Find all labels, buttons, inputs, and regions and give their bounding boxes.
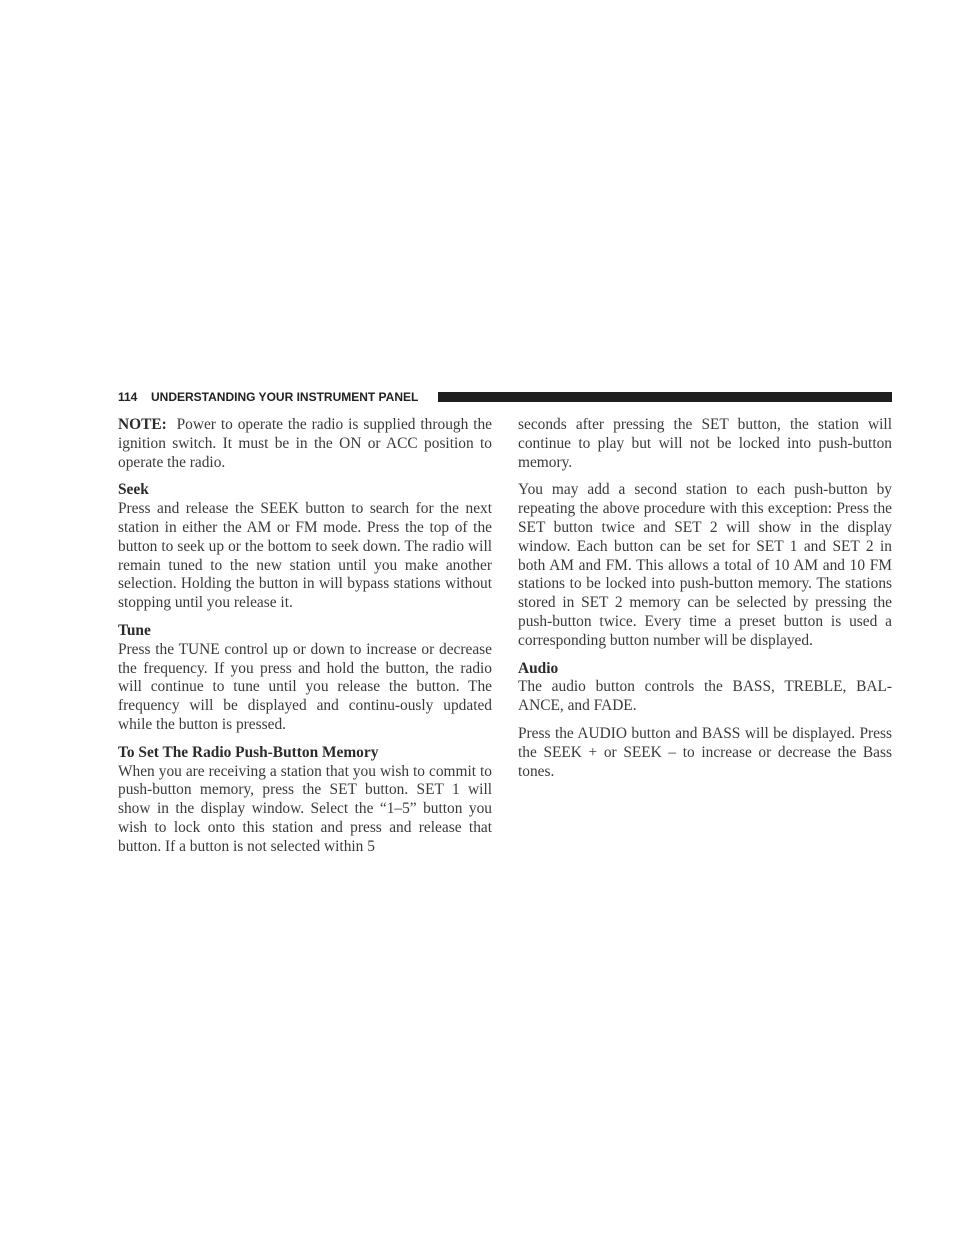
memory-continued-paragraph: seconds after pressing the SET button, the station will continue to play but will not be locked into push-button memory. bbox=[518, 416, 892, 471]
seek-paragraph: Press and release the SEEK button to search for the next station in either the AM or FM mode. Press the top of the button to seek up or the bottom to seek down. The radio will remain tuned to the new station until you make another selection. Holding the button in will bypass stations without stopping until you release it. bbox=[118, 500, 492, 612]
page-number: 114 bbox=[118, 390, 138, 404]
audio-heading: Audio bbox=[518, 659, 559, 677]
section-title: UNDERSTANDING YOUR INSTRUMENT PANEL bbox=[151, 390, 419, 404]
seek-heading: Seek bbox=[118, 481, 149, 499]
memory-heading: To Set The Radio Push-Button Memory bbox=[118, 743, 379, 761]
audio-paragraph: The audio button controls the BASS, TREBLE, BAL-ANCE, and FADE. bbox=[518, 678, 892, 715]
memory-paragraph: When you are receiving a station that you wish to commit to push-button memory, press the SET button. SET 1 will show in the display window. Select the “1–5” button you wish to lock onto this station and press and release that button. If a button is not selected within 5 bbox=[118, 762, 492, 855]
tune-paragraph: Press the TUNE control up or down to increase or decrease the frequency. If you press and hold the button, the radio will continue to tune until you release the button. The frequency will be displayed and continu-ously updated while the button is pressed. bbox=[118, 640, 492, 733]
left-column bbox=[118, 416, 492, 866]
note-paragraph bbox=[118, 416, 492, 472]
page-header bbox=[118, 388, 892, 406]
audio-press-paragraph: Press the AUDIO button and BASS will be displayed. Press the SEEK + or SEEK – to increase or decrease the Bass tones. bbox=[518, 724, 892, 780]
second-station-paragraph: You may add a second station to each push-button by repeating the above procedure with this exception: Press the SET button twice and SET 2 will show in the display window. Each button can be set for SET 1 and SET 2 in both AM and FM. This allows a total of 10 AM and 10 FM stations to be locked into push-button memory. The stations stored in SET 2 memory can be selected by pressing the push-button twice. Every time a preset button is used a corresponding button number will be displayed. bbox=[518, 481, 892, 649]
note-text: Power to operate the radio is supplied through the ignition switch. It must be in the ON or ACC position to operate the radio. bbox=[118, 416, 492, 471]
header-rule-bar bbox=[438, 392, 892, 402]
right-column bbox=[518, 416, 892, 790]
tune-heading: Tune bbox=[118, 621, 151, 639]
note-label: NOTE: bbox=[118, 416, 167, 433]
